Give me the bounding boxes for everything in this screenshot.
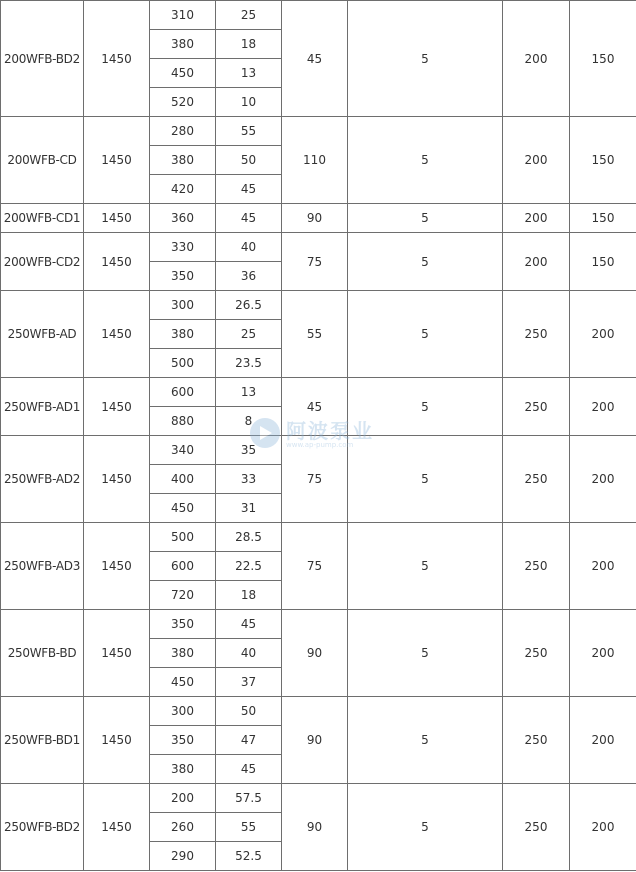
flow-cell: 300 (150, 697, 216, 726)
npsh-cell: 5 (348, 233, 503, 291)
npsh-cell: 5 (348, 378, 503, 436)
flow-cell: 880 (150, 407, 216, 436)
speed-cell: 1450 (84, 233, 150, 291)
model-cell: 250WFB-BD1 (1, 697, 84, 784)
head-cell: 31 (216, 494, 282, 523)
flow-cell: 330 (150, 233, 216, 262)
inlet-cell: 250 (503, 291, 570, 378)
watermark-url: www.ap-pump.com (286, 441, 354, 449)
flow-cell: 310 (150, 1, 216, 30)
table-row (1, 784, 636, 813)
outlet-cell: 200 (570, 523, 636, 610)
head-cell: 33 (216, 465, 282, 494)
head-cell: 40 (216, 639, 282, 668)
head-cell: 23.5 (216, 349, 282, 378)
npsh-cell: 5 (348, 784, 503, 871)
table-row (1, 291, 636, 320)
table-row (1, 204, 636, 233)
flow-cell: 520 (150, 88, 216, 117)
outlet-cell: 200 (570, 610, 636, 697)
inlet-cell: 250 (503, 610, 570, 697)
flow-cell: 350 (150, 262, 216, 291)
flow-cell: 380 (150, 639, 216, 668)
npsh-cell: 5 (348, 523, 503, 610)
model-cell: 200WFB-BD2 (1, 1, 84, 117)
flow-cell: 380 (150, 30, 216, 59)
speed-cell: 1450 (84, 291, 150, 378)
flow-cell: 500 (150, 523, 216, 552)
inlet-cell: 250 (503, 523, 570, 610)
speed-cell: 1450 (84, 784, 150, 871)
flow-cell: 600 (150, 552, 216, 581)
flow-cell: 290 (150, 842, 216, 871)
model-cell: 250WFB-AD3 (1, 523, 84, 610)
flow-cell: 350 (150, 726, 216, 755)
head-cell: 25 (216, 1, 282, 30)
head-cell: 25 (216, 320, 282, 349)
table-row (1, 523, 636, 552)
head-cell: 55 (216, 117, 282, 146)
outlet-cell: 150 (570, 1, 636, 117)
head-cell: 57.5 (216, 784, 282, 813)
outlet-cell: 150 (570, 117, 636, 204)
flow-cell: 400 (150, 465, 216, 494)
flow-cell: 380 (150, 320, 216, 349)
head-cell: 55 (216, 813, 282, 842)
head-cell: 52.5 (216, 842, 282, 871)
head-cell: 45 (216, 755, 282, 784)
power-cell: 75 (282, 233, 348, 291)
head-cell: 45 (216, 175, 282, 204)
npsh-cell: 5 (348, 697, 503, 784)
npsh-cell: 5 (348, 1, 503, 117)
head-cell: 50 (216, 146, 282, 175)
head-cell: 47 (216, 726, 282, 755)
head-cell: 13 (216, 59, 282, 88)
head-cell: 13 (216, 378, 282, 407)
flow-cell: 200 (150, 784, 216, 813)
model-cell: 250WFB-AD (1, 291, 84, 378)
table-row (1, 697, 636, 726)
speed-cell: 1450 (84, 436, 150, 523)
power-cell: 90 (282, 610, 348, 697)
head-cell: 50 (216, 697, 282, 726)
power-cell: 75 (282, 436, 348, 523)
model-cell: 250WFB-AD1 (1, 378, 84, 436)
power-cell: 45 (282, 378, 348, 436)
table-row (1, 233, 636, 262)
npsh-cell: 5 (348, 436, 503, 523)
model-cell: 200WFB-CD1 (1, 204, 84, 233)
flow-cell: 720 (150, 581, 216, 610)
flow-cell: 380 (150, 755, 216, 784)
power-cell: 45 (282, 1, 348, 117)
speed-cell: 1450 (84, 1, 150, 117)
model-cell: 200WFB-CD (1, 117, 84, 204)
npsh-cell: 5 (348, 291, 503, 378)
speed-cell: 1450 (84, 610, 150, 697)
table-row (1, 610, 636, 639)
inlet-cell: 200 (503, 233, 570, 291)
outlet-cell: 200 (570, 697, 636, 784)
head-cell: 8 (216, 407, 282, 436)
flow-cell: 360 (150, 204, 216, 233)
speed-cell: 1450 (84, 378, 150, 436)
outlet-cell: 150 (570, 204, 636, 233)
outlet-cell: 200 (570, 378, 636, 436)
model-cell: 250WFB-BD2 (1, 784, 84, 871)
head-cell: 26.5 (216, 291, 282, 320)
flow-cell: 300 (150, 291, 216, 320)
outlet-cell: 200 (570, 436, 636, 523)
model-cell: 250WFB-AD2 (1, 436, 84, 523)
flow-cell: 260 (150, 813, 216, 842)
flow-cell: 340 (150, 436, 216, 465)
model-cell: 250WFB-BD (1, 610, 84, 697)
power-cell: 90 (282, 697, 348, 784)
table-row (1, 436, 636, 465)
head-cell: 36 (216, 262, 282, 291)
head-cell: 45 (216, 204, 282, 233)
flow-cell: 450 (150, 668, 216, 697)
inlet-cell: 200 (503, 204, 570, 233)
outlet-cell: 200 (570, 291, 636, 378)
table-row (1, 378, 636, 407)
head-cell: 35 (216, 436, 282, 465)
npsh-cell: 5 (348, 204, 503, 233)
head-cell: 45 (216, 610, 282, 639)
table-row (1, 117, 636, 146)
inlet-cell: 250 (503, 784, 570, 871)
speed-cell: 1450 (84, 204, 150, 233)
speed-cell: 1450 (84, 523, 150, 610)
flow-cell: 380 (150, 146, 216, 175)
table-row (1, 1, 636, 30)
head-cell: 37 (216, 668, 282, 697)
flow-cell: 500 (150, 349, 216, 378)
model-cell: 200WFB-CD2 (1, 233, 84, 291)
head-cell: 18 (216, 30, 282, 59)
inlet-cell: 200 (503, 1, 570, 117)
power-cell: 90 (282, 784, 348, 871)
speed-cell: 1450 (84, 117, 150, 204)
outlet-cell: 200 (570, 784, 636, 871)
outlet-cell: 150 (570, 233, 636, 291)
head-cell: 10 (216, 88, 282, 117)
flow-cell: 420 (150, 175, 216, 204)
flow-cell: 600 (150, 378, 216, 407)
head-cell: 18 (216, 581, 282, 610)
npsh-cell: 5 (348, 610, 503, 697)
power-cell: 90 (282, 204, 348, 233)
flow-cell: 350 (150, 610, 216, 639)
power-cell: 110 (282, 117, 348, 204)
npsh-cell: 5 (348, 117, 503, 204)
power-cell: 55 (282, 291, 348, 378)
flow-cell: 450 (150, 59, 216, 88)
inlet-cell: 200 (503, 117, 570, 204)
inlet-cell: 250 (503, 697, 570, 784)
head-cell: 22.5 (216, 552, 282, 581)
head-cell: 28.5 (216, 523, 282, 552)
watermark-name: 阿波泵业 (286, 419, 374, 443)
inlet-cell: 250 (503, 378, 570, 436)
flow-cell: 450 (150, 494, 216, 523)
power-cell: 75 (282, 523, 348, 610)
speed-cell: 1450 (84, 697, 150, 784)
flow-cell: 280 (150, 117, 216, 146)
head-cell: 40 (216, 233, 282, 262)
inlet-cell: 250 (503, 436, 570, 523)
